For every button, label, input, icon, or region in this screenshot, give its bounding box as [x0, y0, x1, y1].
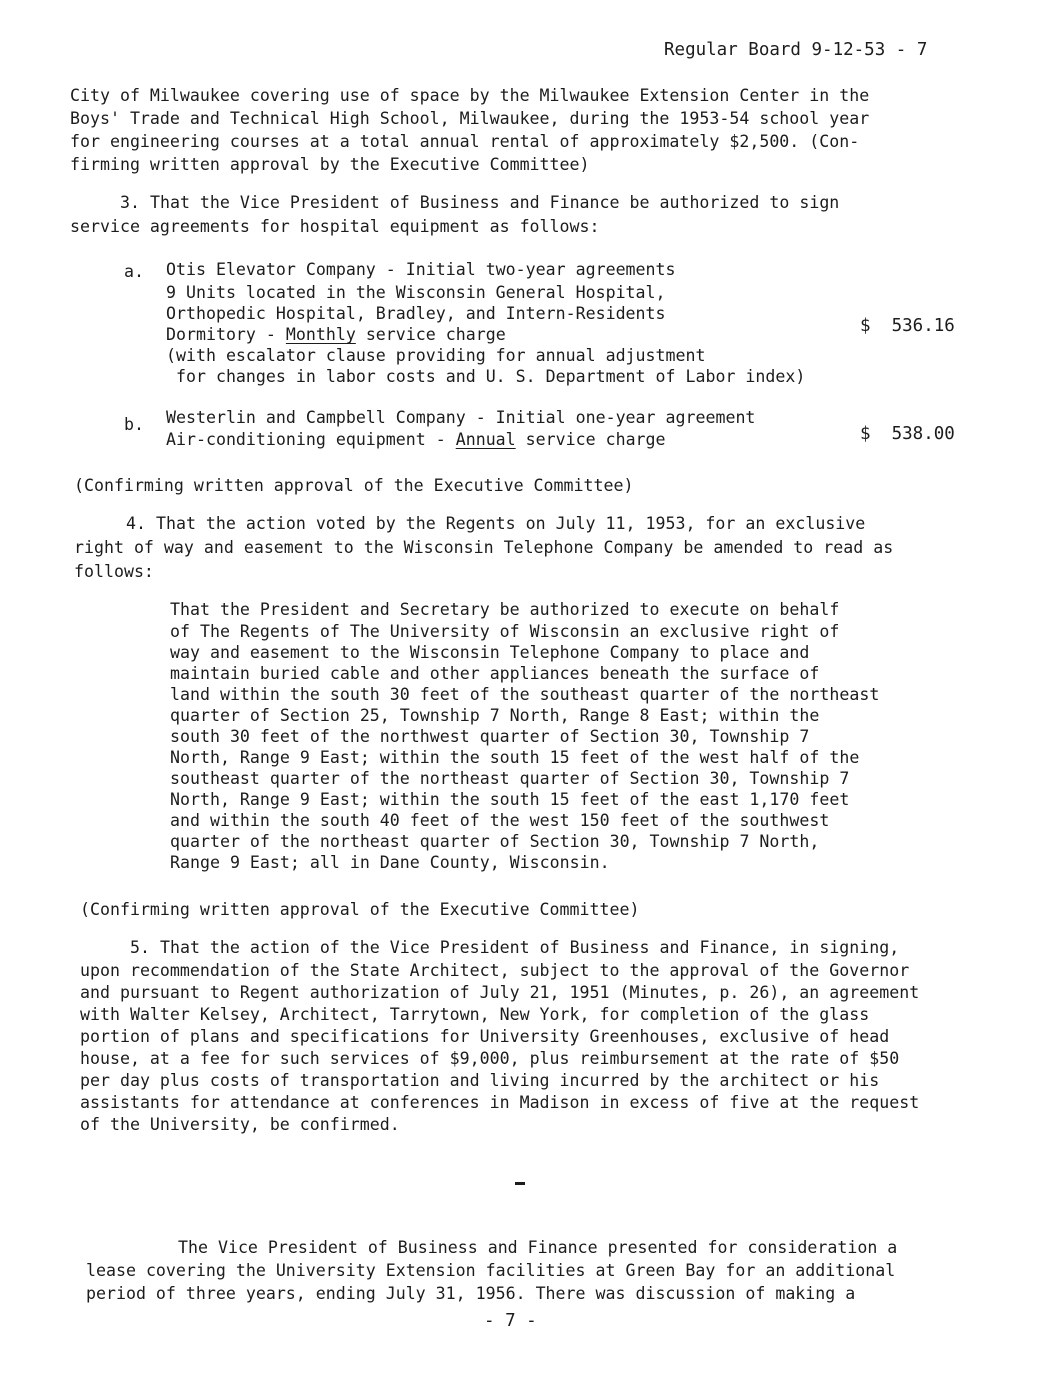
- text-line: of the University, be confirmed.: [80, 1115, 400, 1134]
- text-line: maintain buried cable and other appliances beneath the surface of: [170, 664, 820, 683]
- text-line: assistants for attendance at conferences in Madison in excess of five at the request: [80, 1093, 920, 1112]
- text-line: and pursuant to Regent authorization of July 21, 1951 (Minutes, p. 26), an agreement: [80, 983, 920, 1002]
- text-line: right of way and easement to the Wisconsin Telephone Company be amended to read as: [74, 538, 894, 557]
- text-line: southeast quarter of the northeast quarter of Section 30, Township 7: [170, 769, 850, 788]
- amount-value: $ 536.16: [860, 316, 955, 336]
- text-line: North, Range 9 East; within the south 15 feet of the east 1,170 feet: [170, 790, 850, 809]
- amount-value: $ 538.00: [860, 424, 955, 444]
- underlined-word: Annual: [455, 430, 516, 449]
- text-line: follows:: [74, 562, 154, 581]
- text-line: 5. That the action of the Vice President of Business and Finance, in signing,: [130, 938, 900, 957]
- text-line: with Walter Kelsey, Architect, Tarrytown, New York, for completion of the glass: [80, 1005, 870, 1024]
- text-line: Range 9 East; all in Dane County, Wisconsin.: [170, 853, 610, 872]
- text-line: upon recommendation of the State Architect, subject to the approval of the Governor: [80, 961, 910, 980]
- text-run: Dormitory -: [166, 325, 286, 344]
- confirmation-note: (Confirming written approval of the Executive Committee): [80, 900, 640, 919]
- text-line: (with escalator clause providing for annual adjustment: [166, 346, 706, 365]
- text-line: The Vice President of Business and Finance presented for consideration a: [178, 1238, 898, 1257]
- text-line: [166, 430, 666, 450]
- text-line: Westerlin and Campbell Company - Initial one-year agreement: [166, 408, 756, 427]
- text-line: period of three years, ending July 31, 1956. There was discussion of making a: [86, 1284, 856, 1303]
- text-line: 4. That the action voted by the Regents on July 11, 1953, for an exclusive: [126, 514, 866, 533]
- page-number: - 7 -: [484, 1311, 537, 1331]
- text-line: Boys' Trade and Technical High School, Milwaukee, during the 1953-54 school year: [70, 109, 870, 128]
- underlined-word: Monthly: [285, 325, 356, 344]
- text-line: 3. That the Vice President of Business and Finance be authorized to sign: [120, 193, 840, 212]
- text-line: south 30 feet of the northwest quarter of Section 30, Township 7: [170, 727, 810, 746]
- text-line: per day plus costs of transportation and living incurred by the architect or his: [80, 1071, 880, 1090]
- text-line: for engineering courses at a total annual rental of approximately $2,500. (Con-: [70, 132, 860, 151]
- text-line: 9 Units located in the Wisconsin General Hospital,: [166, 283, 666, 302]
- text-line: Orthopedic Hospital, Bradley, and Intern-Residents: [166, 304, 666, 323]
- text-line: service agreements for hospital equipment as follows:: [70, 217, 600, 236]
- text-line: portion of plans and specifications for University Greenhouses, exclusive of head: [80, 1027, 890, 1046]
- text-line: land within the south 30 feet of the southeast quarter of the northeast: [170, 685, 880, 704]
- text-line: quarter of the northeast quarter of Section 30, Township 7 North,: [170, 832, 820, 851]
- section-separator: [515, 1182, 525, 1185]
- text-run: Air-conditioning equipment -: [166, 430, 456, 449]
- text-line: lease covering the University Extension facilities at Green Bay for an additional: [86, 1261, 896, 1280]
- text-line: quarter of Section 25, Township 7 North, Range 8 East; within the: [170, 706, 820, 725]
- text-line: and within the south 40 feet of the west 150 feet of the southwest: [170, 811, 830, 830]
- text-line: for changes in labor costs and U. S. Department of Labor index): [166, 367, 806, 386]
- confirmation-note: (Confirming written approval of the Executive Committee): [74, 476, 634, 495]
- sub-item-marker: a.: [124, 262, 144, 281]
- text-line: house, at a fee for such services of $9,000, plus reimbursement at the rate of $50: [80, 1049, 900, 1068]
- text-line: [166, 325, 506, 345]
- text-line: way and easement to the Wisconsin Telephone Company to place and: [170, 643, 810, 662]
- text-line: That the President and Secretary be authorized to execute on behalf: [170, 600, 840, 619]
- text-line: City of Milwaukee covering use of space by the Milwaukee Extension Center in the: [70, 86, 870, 105]
- text-run: service charge: [355, 325, 506, 344]
- text-run: service charge: [515, 430, 666, 449]
- text-line: of The Regents of The University of Wisconsin an exclusive right of: [170, 622, 840, 641]
- sub-item-marker: b.: [124, 415, 144, 434]
- text-line: firming written approval by the Executive Committee): [70, 155, 590, 174]
- text-line: Otis Elevator Company - Initial two-year agreements: [166, 260, 676, 279]
- text-line: North, Range 9 East; within the south 15 feet of the west half of the: [170, 748, 860, 767]
- page-header-reference: Regular Board 9-12-53 - 7: [664, 40, 928, 60]
